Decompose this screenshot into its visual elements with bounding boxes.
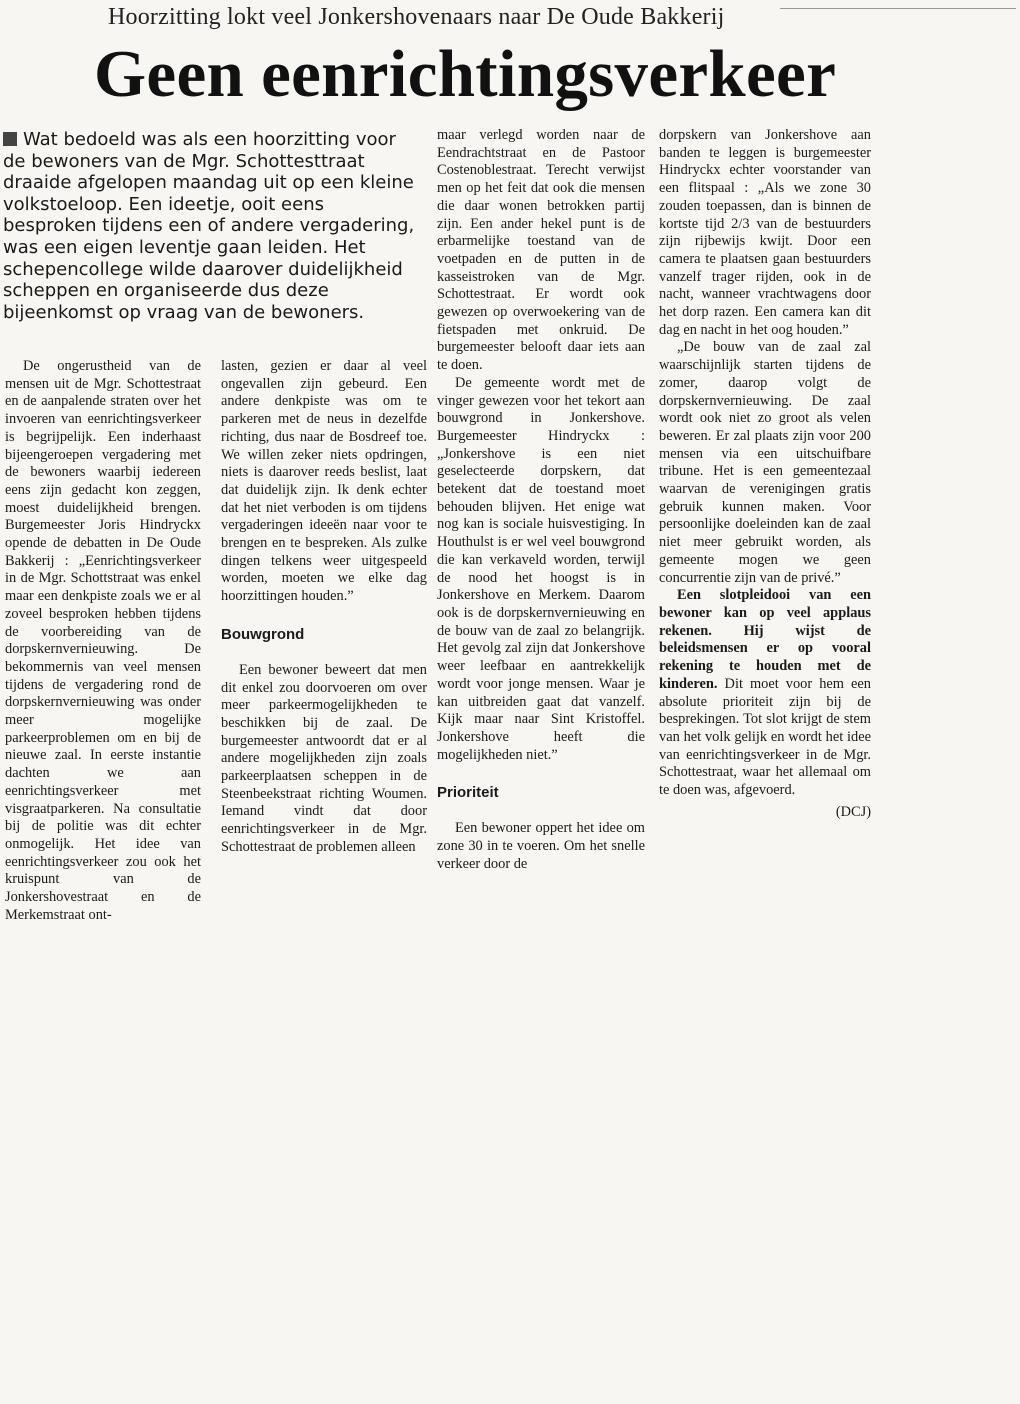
lead-square-icon: [3, 132, 17, 146]
column-1: [5, 358, 201, 925]
paragraph: De ongerustheid van de mensen uit de Mgr. Schottestraat en de aanpalende straten over het invoeren van eenrichtingsverkeer is begrijpelijk. Een inderhaast bijeengeroepen vergadering met de bewoners waarbij iedereen eens zijn gedacht kon zeggen, moest duidelijkheid brengen. Burgemeester Joris Hindryckx opende de debatten in De Oude Bakkerij : „Eenrichtingsverkeer in de Mgr. Schottstraat was enkel maar een denkpiste zoals we er al zoveel besproken hebben tijdens de voorbereiding van de dorpskernvernieuwing. De bekommernis van veel mensen tijdens de vergadering rond de dorpskernvernieuwing was onder meer mogelijke parkeerproblemen om en bij de nieuwe zaal. In eerste instantie dachten we aan eenrichtingsverkeer met visgraatparkeren. Na consultatie bij de politie was dit echter onmogelijk. Het idee van eenrichtingsverkeer zou ook het kruispunt van de Jonkershovestraat en de Merkemstraat ont-: [5, 358, 201, 923]
paragraph: De gemeente wordt met de vinger gewezen voor het tekort aan bouwgrond in Jonkershove. Burgemeester Hindryckx : „Jonkershove is een niet geselecteerde dorpskern, dat betekent dat de toestand moet behouden blijven. Het enige wat nog kan is sociale huisvestiging. In Houthulst is er wel veel bouwgrond die kan verkaveld worden, terwijl de nood het hoogst is in Jonkershove en Merkem. Daarom ook is de dorpskernvernieuwing en de bouw van de zaal zo belangrijk. Het gevolg zal zijn dat Jonkershove weer leefbaar en aantrekkelijk wordt voor jonge mensen. Waar je kan uitbreiden gaat dat vanzelf. Kijk maar naar Sint Kristoffel. Jonkershove heeft die mogelijkheden niet.”: [437, 374, 645, 763]
paragraph: lasten, gezien er daar al veel ongevallen zijn gebeurd. Een andere denkpiste was om te parkeren met de neus in dezelfde richting, dus naar de Bosdreef toe. We willen zeker niets opdringen, niets is daarover reeds beslist, laat dat duidelijk zijn. Ik denk echter dat het niet verboden is om tijdens vergaderingen ideeën naar voor te brengen en te bespreken. Als zulke dingen telkens weer uitgespeeld worden, moeten we elke dag hoorzittingen houden.”: [221, 358, 427, 605]
lead-text: Wat bedoeld was als een hoorzitting voor de bewoners van de Mgr. Schottesttraat draaide afgelopen maandag uit op een kleine volkstoeloop. Een ideetje, ooit eens besproken tijdens een of andere vergadering, was een eigen leventje gaan leiden. Het schepencollege wilde daarover duidelijkheid scheppen en organiseerde dus deze bijeenkomst op vraag van de bewoners.: [3, 129, 415, 323]
paragraph: maar verlegd worden naar de Eendrachtstraat en de Pastoor Costenoblestraat. Terecht verwijst men op het feit dat ook die mensen die daar wonen betrokken partij zijn. Een ander hekel punt is de erbarmelijke toestand van de voetpaden en de putten in de kasseistroken van de Mgr. Schottestraat. Er wordt ook gewezen op overwoekering van de fietspaden met onkruid. De burgemeester belooft daar iets aan te doen.: [437, 127, 645, 374]
article-lead: [3, 129, 421, 323]
paragraph: „De bouw van de zaal zal waarschijnlijk starten tijdens de zomer, daarop volgt de dorpskernvernieuwing. De zaal wordt ook niet zo groot als velen beweren. Er zal plaats zijn voor 200 mensen via een uitschuifbare tribune. Het is een gemeentezaal waarvan de verenigingen gratis gebruik kunnen maken. Voor persoonlijke doeleinden kan de zaal niet meer gebruikt worden, als gemeente mogen we geen concurrentie zijn van de privé.”: [659, 339, 871, 586]
paragraph: [659, 587, 871, 799]
article-headline: Geen eenrichtingsverkeer: [94, 37, 837, 111]
subheading-bouwgrond: Bouwgrond: [221, 625, 305, 643]
paragraph: dorpskern van Jonkershove aan banden te leggen is burgemeester Hindryckx echter voorstander van een flitspaal : „Als we zone 30 zouden toepassen, dan is binnen de kortste tijd 2/3 van de bestuurders zijn rijbewijs kwijt. Door een camera te plaatsen gaan bestuurders vanzelf trager rijden, ook in de nacht, wanneer vrachtwagens door het dorp razen. Een camera kan dit dag en nacht in het oog houden.”: [659, 127, 871, 338]
article-kicker: Hoorzitting lokt veel Jonkershovenaars naar De Oude Bakkerij: [108, 4, 725, 30]
column-4: [659, 127, 871, 821]
paragraph: Een bewoner beweert dat men dit enkel zou doorvoeren om over meer parkeermogelijkheden te beschikken bij de zaal. De burgemeester antwoordt dat er al andere mogelijkheden zijn zoals parkeerplaatsen scheppen in de Steenbeekstraat richting Woumen. Iemand vindt dat door eenrichtingsverkeer in de Mgr. Schottestraat de problemen alleen: [221, 661, 427, 855]
paragraph-text: Dit moet voor hem een absolute prioriteit zijn bij de besprekingen. Tot slot krijgt de stem van het volk gelijk en wordt het idee van eenrichtingsverkeer in de Mgr. Schottestraat, waar het allemaal om te doen was, afgevoerd.: [659, 675, 871, 799]
subheading-prioriteit: Prioriteit: [437, 784, 499, 802]
paragraph: Een bewoner oppert het idee om zone 30 in te voeren. Om het snelle verkeer door de: [437, 820, 645, 872]
top-rule: [780, 8, 1016, 9]
bold-text: Een slotpleidooi van een bewoner kan op veel applaus rekenen. Hij wijst de beleidsmensen er op vooral rekening te houden met de kinderen.: [659, 587, 871, 692]
column-2: [221, 358, 427, 857]
column-3: [437, 127, 645, 873]
author-signature: (DCJ): [835, 803, 871, 820]
